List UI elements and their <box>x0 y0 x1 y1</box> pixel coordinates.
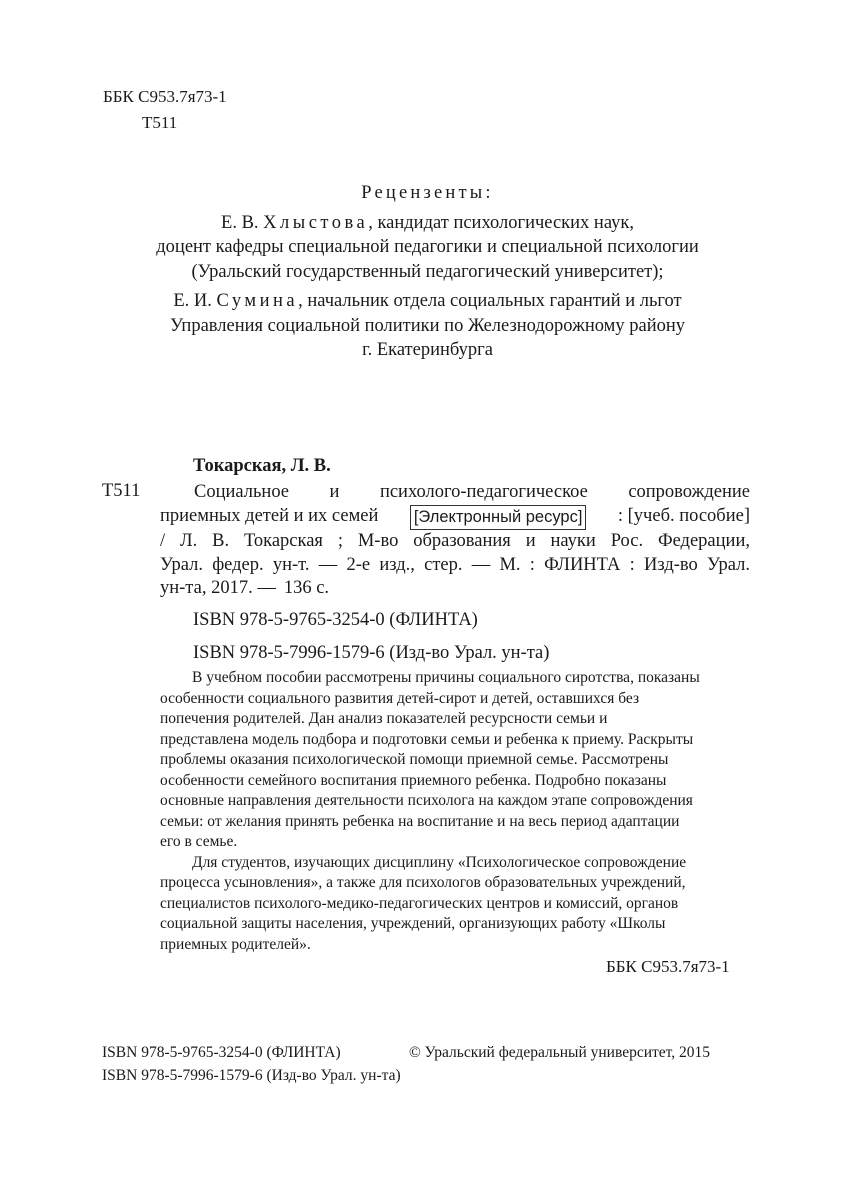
word: сопровождение <box>628 482 750 502</box>
word: психолого-педагогическое <box>379 482 588 502</box>
abstract-line: проблемы оказания психологической помощи приемной семье. Рассмотрены <box>160 751 669 768</box>
isbn-flinta: ISBN 978-5-9765-3254-0 (ФЛИНТА) <box>193 610 478 630</box>
word: В. <box>212 531 230 551</box>
record-title-end: приемных детей и их семей <box>160 505 379 526</box>
word: Социальное <box>194 482 290 502</box>
record-pages: 136 с. <box>283 578 330 598</box>
abstract-line: попечения родителей. Дан анализ показателей ресурсности семьи и <box>160 710 608 727</box>
word: — <box>318 554 338 575</box>
reviewer-2-line-2: Управления социальной политики по Железнодорожному району <box>169 315 686 336</box>
abstract-line: специалистов психолого-медико-педагогических центров и комиссий, органов <box>160 894 679 912</box>
reviewers-section <box>100 181 755 363</box>
reviewer-2-surname: Сумина <box>216 291 299 311</box>
word: ун-т. <box>272 554 310 575</box>
record-line-4 <box>160 554 750 578</box>
word: и <box>525 531 536 551</box>
word: изд., <box>379 554 415 575</box>
record-author: Токарская, Л. В. <box>193 456 331 476</box>
reviewer-1-initials: Е. В. <box>221 212 259 233</box>
bbk-index: ББК С953.7я73-1 <box>103 87 227 106</box>
reviewer-2-line-3: г. Екатеринбурга <box>362 340 493 360</box>
word: Токарская <box>243 531 323 551</box>
record-code: Т511 <box>102 481 141 501</box>
abstract-line: В учебном пособии рассмотрены причины социального сиротства, показаны <box>192 669 700 686</box>
word: Изд-во <box>644 554 698 575</box>
word: и <box>329 482 340 502</box>
record-line-1 <box>160 481 750 505</box>
word: / <box>160 531 166 551</box>
word: : <box>629 554 635 575</box>
footer-isbn-block <box>102 1041 401 1087</box>
abstract-line: Для студентов, изучающих дисциплину «Психологическое сопровождение <box>192 853 687 871</box>
word: Урал. <box>707 554 750 575</box>
word: образования <box>413 531 511 551</box>
word: ; <box>337 531 343 551</box>
copyright: © Уральский федеральный университет, 2015 <box>409 1044 711 1061</box>
word: науки <box>550 531 596 551</box>
word: ФЛИНТА <box>544 554 621 575</box>
reviewer-1-title: , кандидат психологических наук, <box>368 212 634 233</box>
abstract-line: представлена модель подбора и подготовки семьи и ребенка к приему. Раскрыты <box>160 730 694 748</box>
bbk-block <box>103 84 227 136</box>
type-note: : [учеб. пособие] <box>617 505 750 526</box>
word: Рос. <box>610 531 644 551</box>
word: Федерации, <box>657 531 750 551</box>
word: М. <box>499 554 521 575</box>
reviewer-1-line-2: доцент кафедры специальной педагогики и специальной психологии <box>156 237 699 257</box>
word: — <box>471 554 491 575</box>
word: Л. <box>180 531 198 551</box>
record-line-2 <box>160 505 750 531</box>
record-year: ун-та, 2017. — <box>160 578 276 598</box>
abstract-line: особенности семейного воспитания приемного ребенка. Подробно показаны <box>160 771 667 789</box>
abstract-line: социальной защиты населения, учреждений, организующих работу «Школы <box>160 915 666 932</box>
footer-isbn-urfu: ISBN 978-5-7996-1579-6 (Изд-во Урал. ун-та) <box>102 1067 401 1084</box>
abstract-line: семьи: от желания принять ребенка на воспитание и на весь период адаптации <box>160 812 680 830</box>
reviewer-2-initials: Е. И. <box>173 291 212 311</box>
word: : <box>529 554 535 575</box>
abstract <box>160 668 750 955</box>
reviewers-heading: Рецензенты: <box>361 183 494 203</box>
abstract-line: основные направления деятельности психолога на каждом этапе сопровождения <box>160 792 693 809</box>
reviewer-1-line-3: (Уральский государственный педагогический университет); <box>191 261 664 282</box>
word: Урал. <box>160 554 203 575</box>
abstract-line: особенности социального развития детей-сирот и детей, оставшихся без <box>160 689 640 707</box>
record-line-3 <box>160 530 750 554</box>
footer-isbn-flinta: ISBN 978-5-9765-3254-0 (ФЛИНТА) <box>102 1044 341 1061</box>
abstract-line: процесса усыновления», а также для психологов образовательных учреждений, <box>160 874 686 891</box>
word: федер. <box>212 554 264 575</box>
medium-designation: [Электронный ресурс] <box>410 505 587 531</box>
word: 2-е <box>346 554 371 575</box>
word: стер. <box>424 554 463 575</box>
reviewer-2-line-1 <box>100 289 755 314</box>
abstract-line: его в семье. <box>160 833 238 850</box>
author-sign: Т511 <box>142 113 178 132</box>
record-line-5 <box>160 577 750 601</box>
isbn-urfu: ISBN 978-5-7996-1579-6 (Изд-во Урал. ун-та) <box>193 643 550 663</box>
record-description <box>160 481 750 601</box>
reviewer-1-surname: Хлыстова <box>263 212 369 233</box>
reviewer-2-title: , начальник отдела социальных гарантий и льгот <box>298 291 682 311</box>
abstract-line: приемных родителей». <box>160 935 311 953</box>
reviewer-1-line-1 <box>100 211 755 236</box>
bbk-index-bottom: ББК С953.7я73-1 <box>606 957 730 976</box>
word: М-во <box>357 531 399 551</box>
